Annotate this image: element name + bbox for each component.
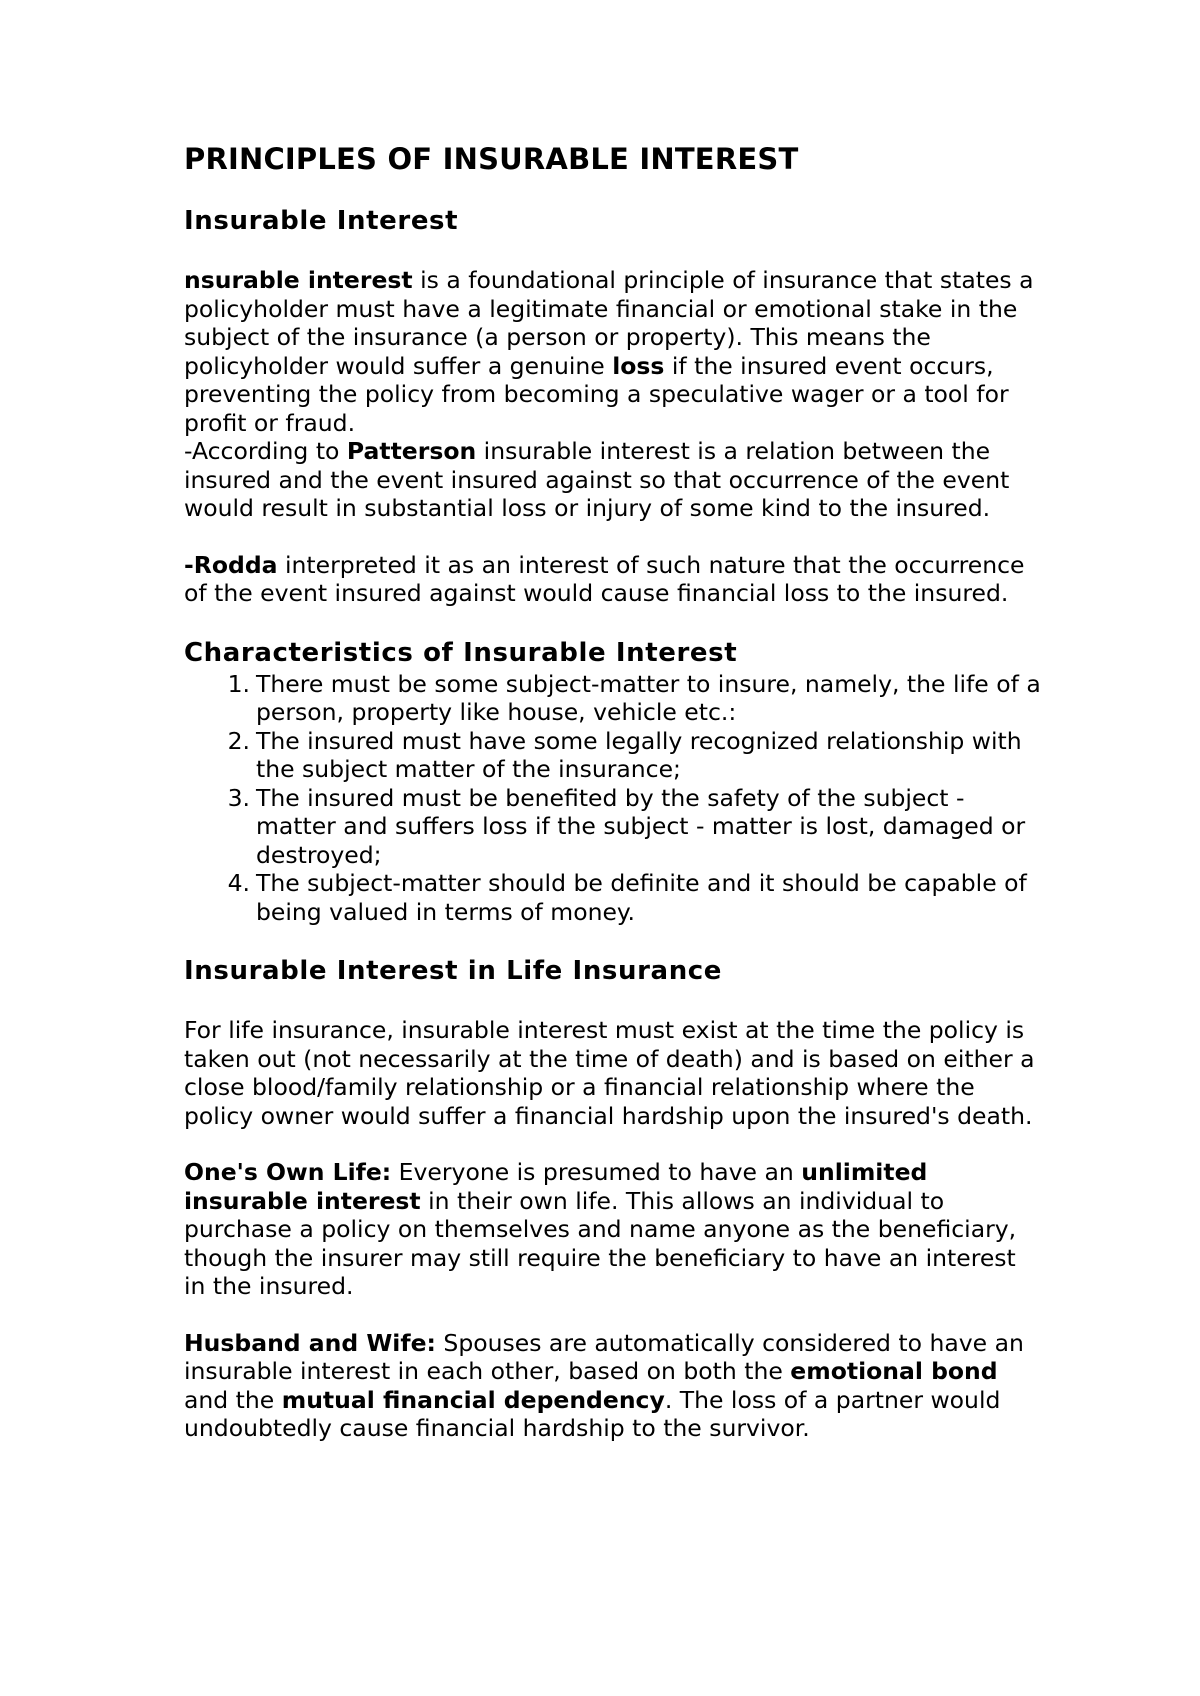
bold-term: Husband and Wife: [184,1328,436,1357]
spacer [184,608,1044,636]
list-item-text: The insured must have some legally recognized relationship with the subject matter of the insurance; [256,726,1022,783]
list-number: 4. [227,869,250,897]
paragraph-text: insurable interest is a relation between the insured and the event insured against so that occurrence of the event would result in substantial loss or injury of some kind to the insured. [184,437,1010,522]
bold-term: One's Own Life: [184,1158,392,1186]
list-number: 1. [227,669,250,698]
paragraph-text: Everyone is presumed to have an [391,1158,802,1186]
paragraph-text: if the insured event occurs, preventing the policy from becoming a speculative wager or a tool for profit or fraud. [184,351,1009,437]
list-item-text: The insured must be benefited by the safety of the subject - matter and suffers loss if the subject - matter is lost, damaged or destroyed; [256,783,1026,869]
spacer [184,523,1044,551]
document-title: PRINCIPLES OF INSURABLE INTEREST [184,142,799,176]
bold-term: emotional bond [790,1357,998,1385]
paragraph-text: in their own life. This allows an individual to purchase a policy on themselves and name anyone as the beneficiary, though the insurer may still require the beneficiary to have an interest in the insured. [184,1186,1017,1300]
patterson-paragraph [184,437,1044,523]
rodda-paragraph [184,551,1044,608]
paragraph-text: . The loss of a partner would undoubtedly cause financial hardship to the survivor. [184,1385,1001,1442]
paragraph-text: is a foundational principle of insurance that states a policyholder must have a legitimate financial or emotional stake in the subject of the insurance (a person or property). This means the policyholder would suffer a genuine [184,266,1034,380]
bold-term: nsurable interest [184,266,413,294]
spacer [184,1301,1044,1329]
bold-term: -Rodda [184,550,278,579]
characteristics-list [184,670,1044,927]
bold-term: mutual financial dependency [281,1385,665,1414]
list-item [184,869,1044,926]
section-heading-insurable-interest: Insurable Interest [184,206,459,236]
document-page [184,140,1044,1443]
section-heading-life-insurance: Insurable Interest in Life Insurance [184,956,723,986]
paragraph-text: -According to [184,437,347,465]
bold-term: Patterson [346,437,477,465]
list-item [184,670,1044,727]
definition-paragraph [184,266,1044,437]
list-number: 2. [227,726,250,755]
paragraph-text: and the [184,1385,282,1414]
list-item-text: There must be some subject-matter to insure, namely, the life of a person, property like house, vehicle etc.: [256,669,1041,726]
list-number: 3. [227,783,250,812]
husband-wife-paragraph [184,1329,1044,1443]
own-life-paragraph [184,1158,1044,1301]
bold-term: loss [612,351,665,380]
list-item [184,784,1044,870]
paragraph-text: Spouses are automatically considered to have an insurable interest in each other, based on both the [184,1328,1024,1385]
life-insurance-paragraph: For life insurance, insurable interest must exist at the time the policy is taken out (not necessarily at the time of death) and is based on either a close blood/family relationship or a financial relationship where the policy owner would suffer a financial hardship upon the insured's death. [184,1016,1035,1130]
paragraph-text: interpreted it as an interest of such nature that the occurrence of the event insured against would cause financial loss to the insured. [184,550,1025,607]
spacer [184,1130,1044,1158]
list-item-text: The subject-matter should be definite and it should be capable of being valued in terms of money. [256,869,1027,926]
spacer [184,926,1044,954]
list-item [184,727,1044,784]
section-heading-characteristics: Characteristics of Insurable Interest [184,637,738,668]
bold-term: unlimited insurable interest [184,1158,928,1215]
